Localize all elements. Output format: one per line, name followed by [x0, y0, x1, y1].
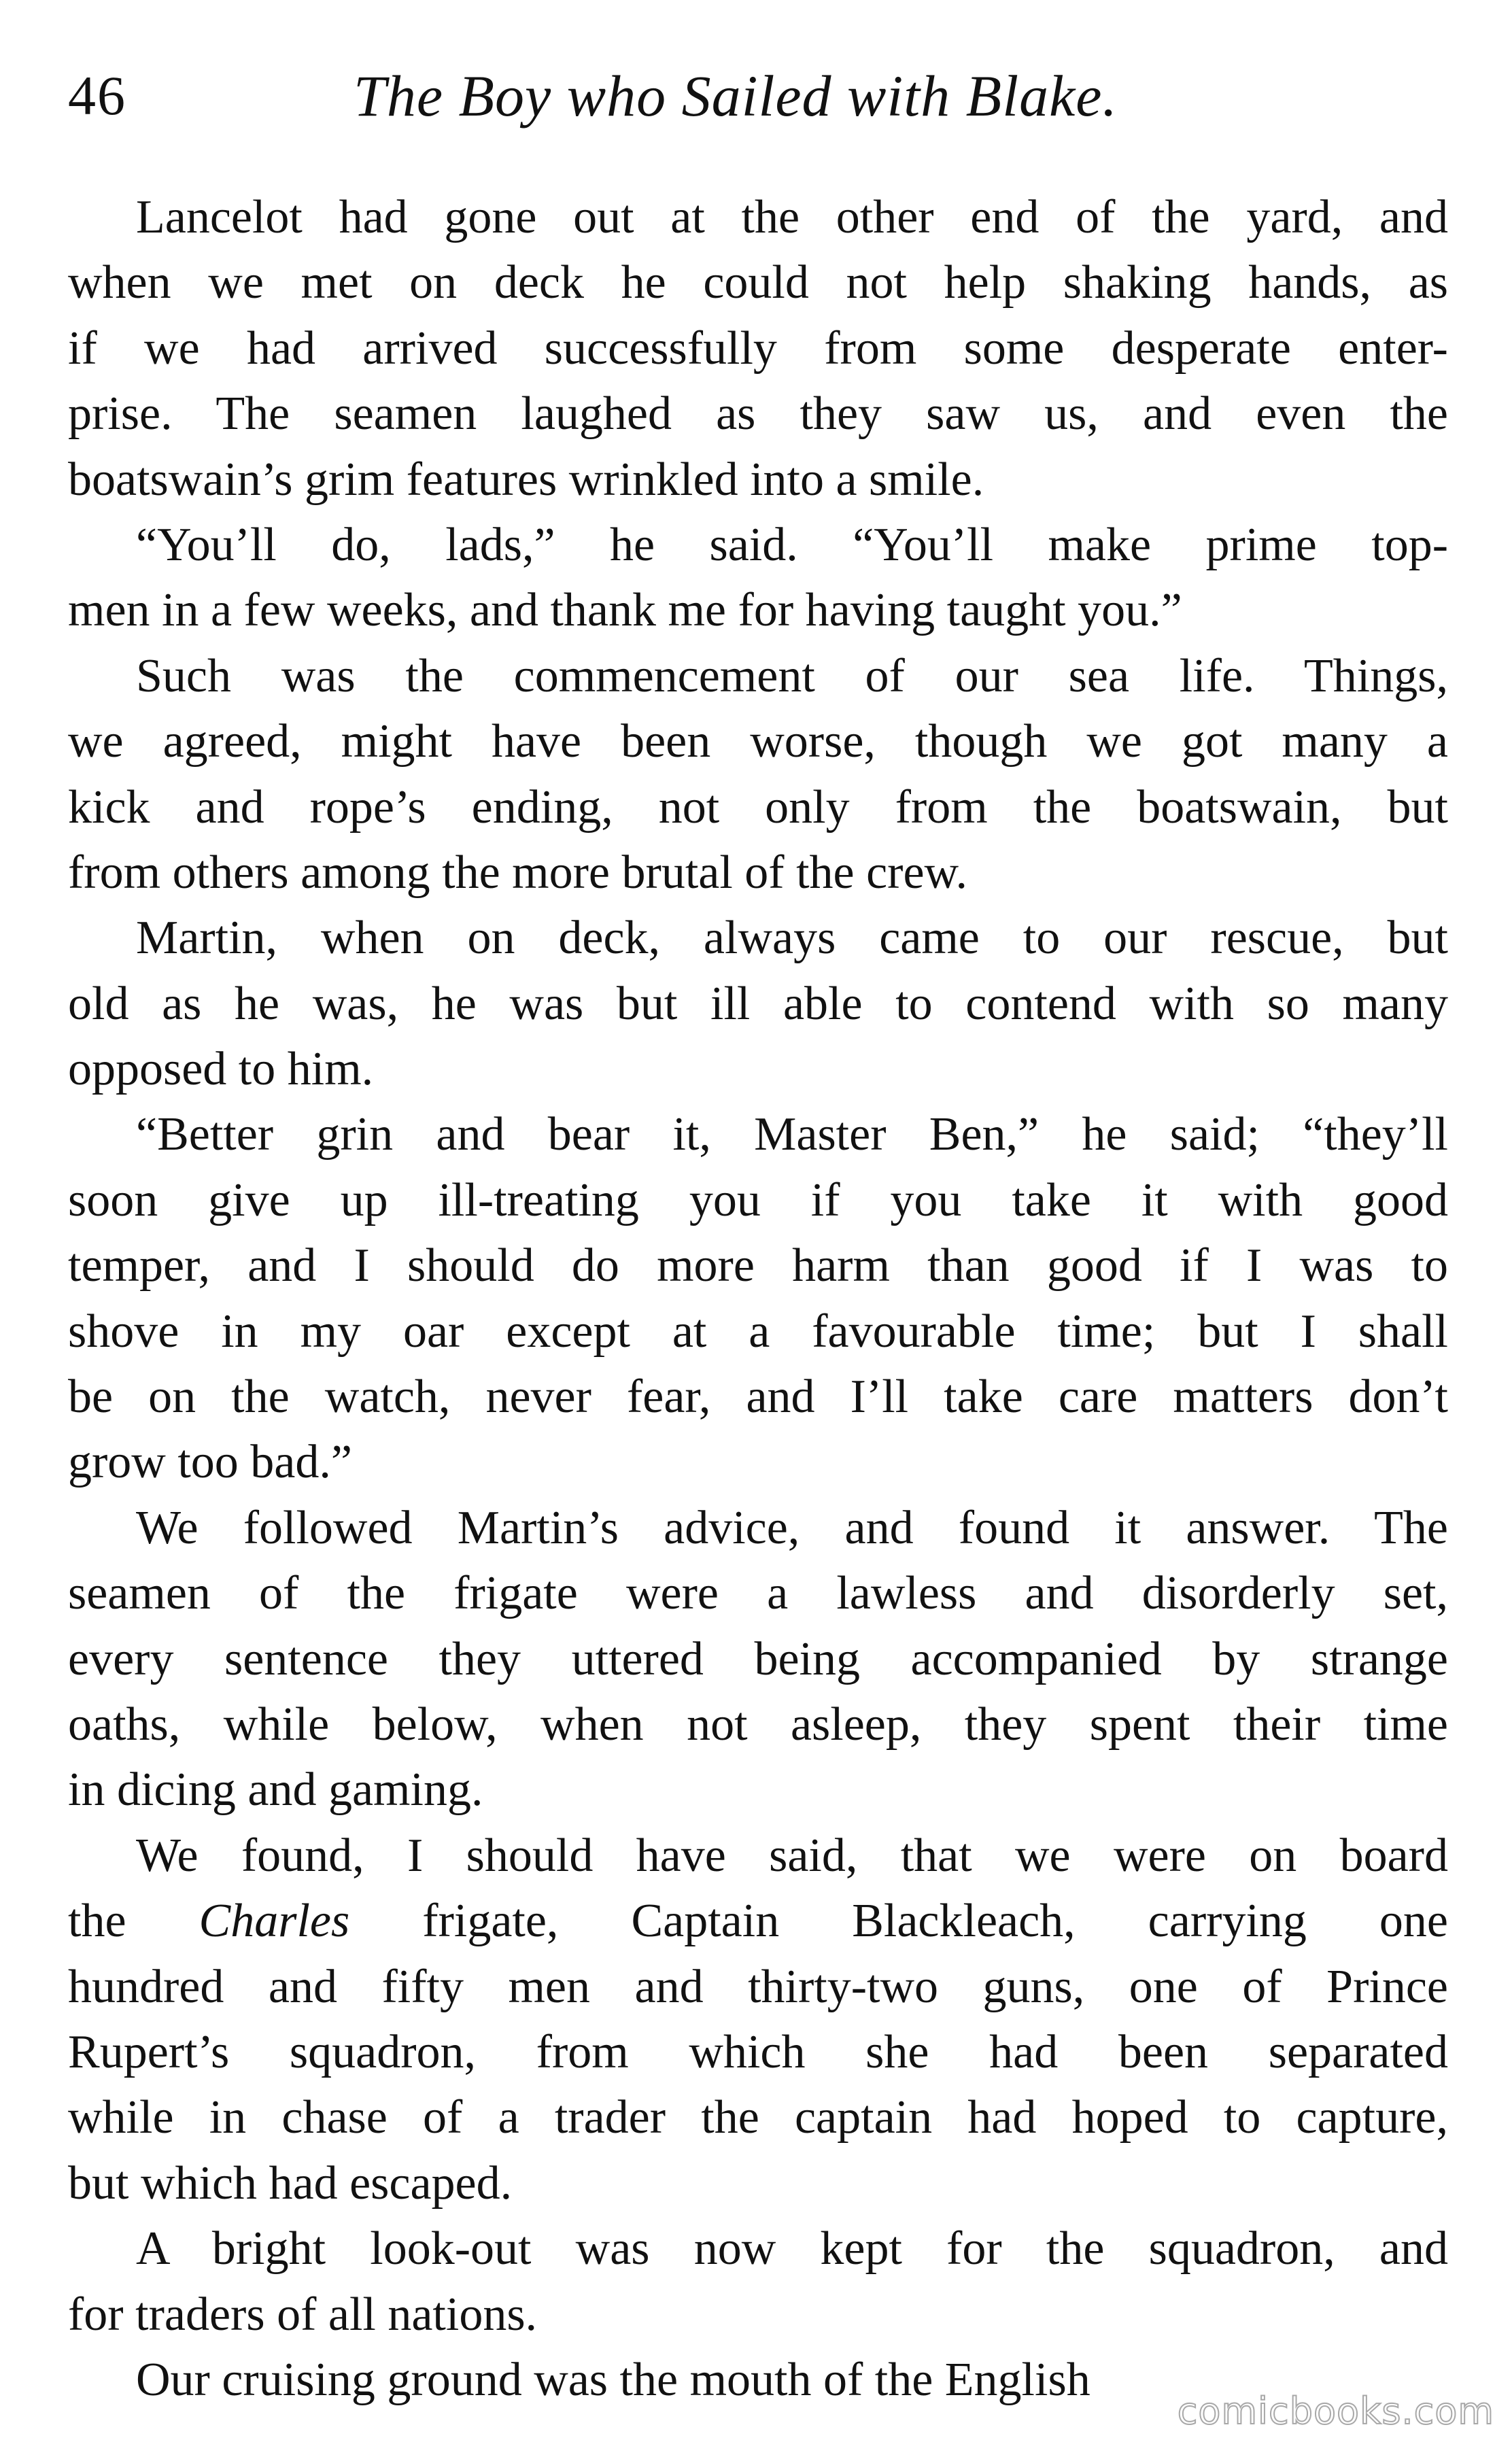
text-line: We found, I should have said, that we were on board	[136, 1829, 1448, 1882]
page-number: 46	[68, 65, 126, 126]
text-line: boatswain’s grim features wrinkled into a smile.	[68, 453, 984, 506]
text-line: seamen of the frigate were a lawless and disorderly set,	[68, 1567, 1448, 1620]
watermark: comicbooks.com	[1177, 2390, 1494, 2433]
text-line: grow too bad.”	[68, 1436, 352, 1489]
text-line: from others among the more brutal of the crew.	[68, 846, 968, 899]
text-line: kick and rope’s ending, not only from the boatswain, but	[68, 780, 1448, 834]
paragraph	[68, 906, 1448, 1102]
paragraph	[68, 2216, 1448, 2348]
text-line: Such was the commencement of our sea life. Things,	[136, 649, 1448, 702]
text-line: for traders of all nations.	[68, 2288, 538, 2341]
paragraph	[68, 185, 1448, 513]
paragraph	[68, 1823, 1448, 2216]
text-line: if we had arrived successfully from some desperate enter-	[68, 322, 1448, 375]
text-line: be on the watch, never fear, and I’ll take care matters don’t	[68, 1371, 1448, 1424]
text-line: We followed Martin’s advice, and found it answer. The	[136, 1501, 1448, 1554]
text-line: men in a few weeks, and thank me for having taught you.”	[68, 584, 1182, 637]
text-line: while in chase of a trader the captain had hoped to capture,	[68, 2091, 1448, 2144]
text-line: the Charles frigate, Captain Blackleach, carrying one	[68, 1895, 1448, 1948]
text-line: hundred and fifty men and thirty-two guns, one of Prince	[68, 1960, 1448, 2013]
text-line: when we met on deck he could not help shaking hands, as	[68, 256, 1448, 309]
text-line: “Better grin and bear it, Master Ben,” he said; “they’ll	[136, 1108, 1448, 1161]
text-line: soon give up ill-treating you if you take it with good	[68, 1173, 1448, 1226]
paragraph	[68, 1496, 1448, 1823]
text-line: oaths, while below, when not asleep, they spent their time	[68, 1698, 1448, 1751]
page-header	[68, 58, 1458, 133]
text-line: A bright look-out was now kept for the squadron, and	[136, 2222, 1448, 2275]
text-line: temper, and I should do more harm than good if I was to	[68, 1239, 1448, 1292]
paragraph	[68, 644, 1448, 906]
text-line: every sentence they uttered being accompanied by strange	[68, 1632, 1448, 1685]
text-line: Martin, when on deck, always came to our rescue, but	[136, 912, 1448, 965]
text-line: Rupert’s squadron, from which she had been separated	[68, 2025, 1448, 2078]
text-line: we agreed, might have been worse, though we got many a	[68, 715, 1448, 768]
paragraph	[68, 513, 1448, 644]
paragraph	[68, 1102, 1448, 1495]
body-text	[68, 185, 1448, 2413]
text-line: Lancelot had gone out at the other end of the yard, and	[136, 191, 1448, 243]
text-line: old as he was, he was but ill able to contend with so many	[68, 977, 1448, 1030]
text-line: but which had escaped.	[68, 2157, 513, 2210]
text-line: Our cruising ground was the mouth of the English	[136, 2353, 1090, 2406]
text-line: opposed to him.	[68, 1043, 374, 1096]
text-line: “You’ll do, lads,” he said. “You’ll make prime top-	[136, 518, 1448, 571]
text-line: in dicing and gaming.	[68, 1764, 483, 1817]
running-title: The Boy who Sailed with Blake.	[354, 63, 1118, 128]
ship-name: Charles	[199, 1895, 350, 1948]
text-line: shove in my oar except at a favourable time; but I shall	[68, 1305, 1448, 1358]
text-line: prise. The seamen laughed as they saw us, and even the	[68, 388, 1448, 441]
